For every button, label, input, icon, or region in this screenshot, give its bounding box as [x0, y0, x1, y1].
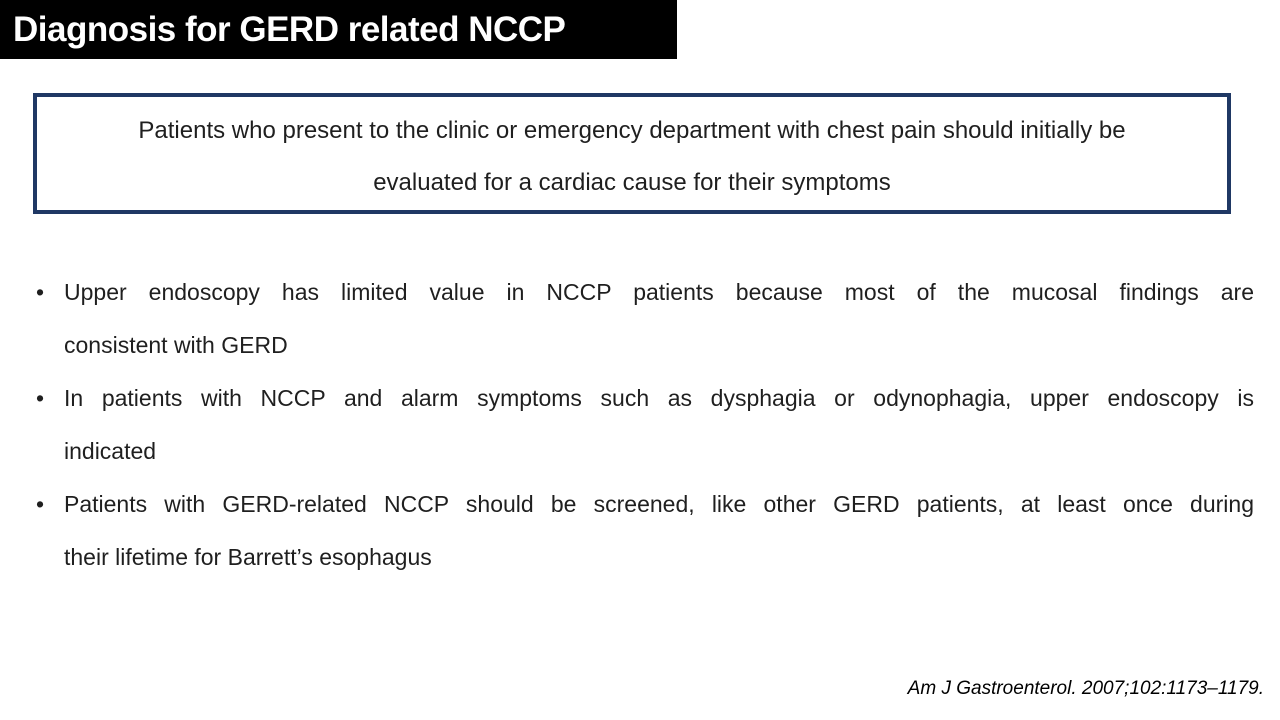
bullet-item	[36, 372, 1254, 478]
bullet-line: their lifetime for Barrett’s esophagus	[64, 544, 432, 570]
bullet-icon: •	[36, 491, 45, 517]
slide-title: Diagnosis for GERD related NCCP	[13, 9, 566, 49]
title-banner	[0, 0, 677, 59]
bullet-line: Upper endoscopy has limited value in NCCP patients because most of the mucosal findings are	[64, 279, 1254, 305]
bullet-line: In patients with NCCP and alarm symptoms such as dysphagia or odynophagia, upper endoscopy is	[64, 385, 1254, 411]
bullet-list	[36, 266, 1254, 584]
bullet-line: consistent with GERD	[64, 332, 288, 358]
quote-line: evaluated for a cardiac cause for their symptoms	[373, 169, 891, 196]
bullet-line: Patients with GERD-related NCCP should be screened, like other GERD patients, at least once during	[64, 491, 1254, 517]
bullet-text	[64, 372, 1254, 478]
quote-box	[33, 93, 1231, 214]
bullet-icon: •	[36, 279, 45, 305]
bullet-item	[36, 266, 1254, 372]
bullet-text	[64, 266, 1254, 372]
bullet-icon: •	[36, 385, 45, 411]
citation: Am J Gastroenterol. 2007;102:1173–1179.	[907, 678, 1264, 699]
bullet-text	[64, 478, 1254, 584]
bullet-line: indicated	[64, 438, 157, 464]
quote-line: Patients who present to the clinic or emergency department with chest pain should initially be	[138, 117, 1126, 144]
bullet-item	[36, 478, 1254, 584]
